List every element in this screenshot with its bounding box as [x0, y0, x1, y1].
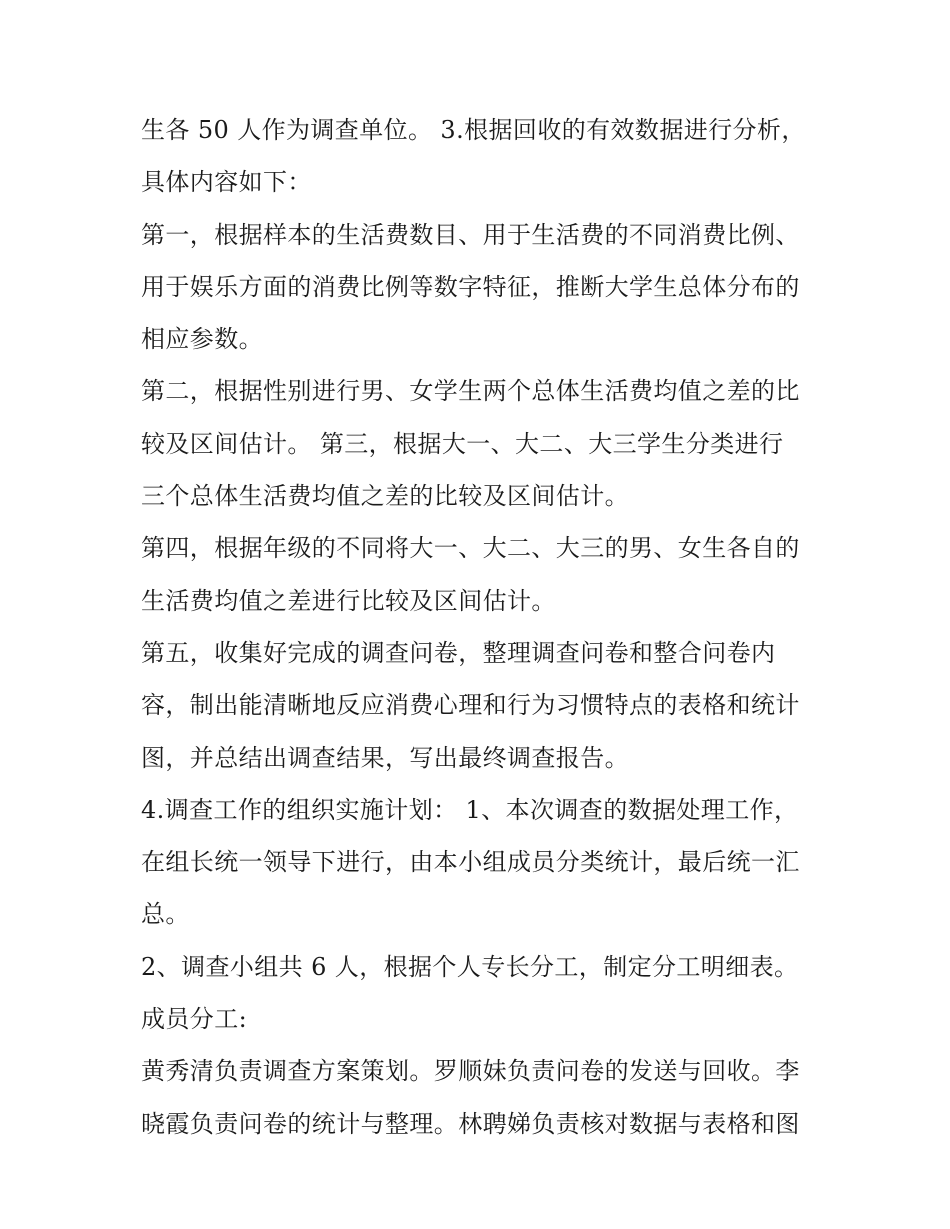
text-line: 三个总体生活费均值之差的比较及区间估计。 [141, 482, 629, 511]
text-line: 在组长统一领导下进行，由本小组成员分类统计，最后统一汇 [141, 848, 800, 877]
text-line: 第五，收集好完成的调查问卷，整理调查问卷和整合问卷内 [141, 638, 776, 667]
text-line: 第二，根据性别进行男、女学生两个总体生活费均值之差的比 [141, 377, 800, 406]
text-line: 第四，根据年级的不同将大一、大二、大三的男、女生各自的 [141, 534, 800, 563]
text-line: 总。 [141, 900, 190, 929]
text-line: 相应参数。 [141, 325, 263, 354]
text-line: 用于娱乐方面的消费比例等数字特征，推断大学生总体分布的 [141, 272, 800, 301]
document-body [141, 104, 821, 1150]
text-line: 容，制出能清晰地反应消费心理和行为习惯特点的表格和统计 [141, 691, 800, 720]
text-line: 生活费均值之差进行比较及区间估计。 [141, 586, 556, 615]
text-line: 黄秀清负责调查方案策划。罗顺妹负责问卷的发送与回收。李 [141, 1057, 800, 1086]
text-line: 较及区间估计。 第三，根据大一、大二、大三学生分类进行 [141, 429, 784, 458]
text-line: 生各 50 人作为调查单位。 3.根据回收的有效数据进行分析， [141, 116, 806, 144]
text-line: 具体内容如下： [141, 168, 312, 197]
text-line: 第一，根据样本的生活费数目、用于生活费的不同消费比例、 [141, 220, 800, 249]
text-line: 2、调查小组共 6 人，根据个人专长分工，制定分工明细表。 [141, 952, 799, 981]
text-line: 4.调查工作的组织实施计划： 1、本次调查的数据处理工作， [141, 795, 799, 824]
text-line: 晓霞负责问卷的统计与整理。林聘娣负责核对数据与表格和图 [141, 1109, 800, 1138]
text-line: 图，并总结出调查结果，写出最终调查报告。 [141, 743, 629, 772]
text-line: 成员分工: [141, 1005, 248, 1034]
